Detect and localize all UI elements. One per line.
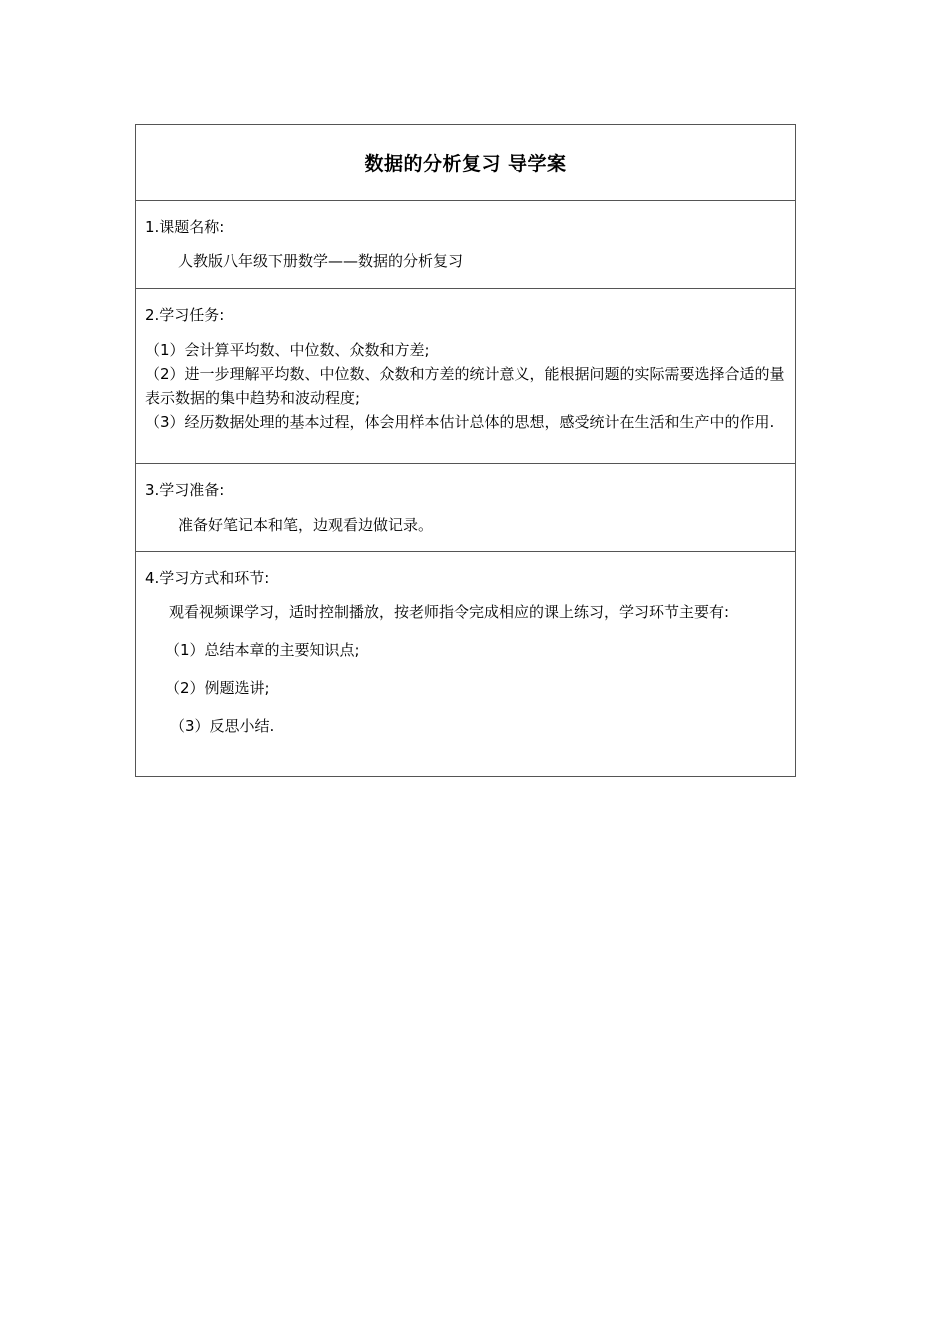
method-intro-text: 观看视频课学习，适时控制播放，按老师指令完成相应的课上练习，学习环节主要有: [169,603,730,621]
page-title: 数据的分析复习 导学案 [364,153,567,175]
worksheet-table [135,124,796,777]
section-learning-method [136,552,795,776]
section-course-name [136,201,795,289]
section-heading: 2.学习任务: [145,306,225,324]
method-step: （1）总结本章的主要知识点; [165,641,360,659]
preparation-text: 准备好笔记本和笔，边观看边做记录。 [178,516,434,534]
section-heading: 3.学习准备: [145,481,225,499]
section-heading: 4.学习方式和环节: [145,569,270,587]
section-learning-tasks [136,289,795,464]
section-preparation [136,464,795,552]
title-row [136,125,795,201]
method-step: （2）例题选讲; [165,679,270,697]
task-item: （3）经历数据处理的基本过程，体会用样本估计总体的思想，感受统计在生活和生产中的作用. [145,413,775,431]
course-name-text: 人教版八年级下册数学——数据的分析复习 [178,252,464,270]
section-heading: 1.课题名称: [145,218,225,236]
task-item: （2）进一步理解平均数、中位数、众数和方差的统计意义，能根据问题的实际需要选择合适的量表示数据的集中趋势和波动程度; [145,365,785,407]
method-step: （3）反思小结. [170,717,275,735]
task-item: （1）会计算平均数、中位数、众数和方差; [145,341,430,359]
